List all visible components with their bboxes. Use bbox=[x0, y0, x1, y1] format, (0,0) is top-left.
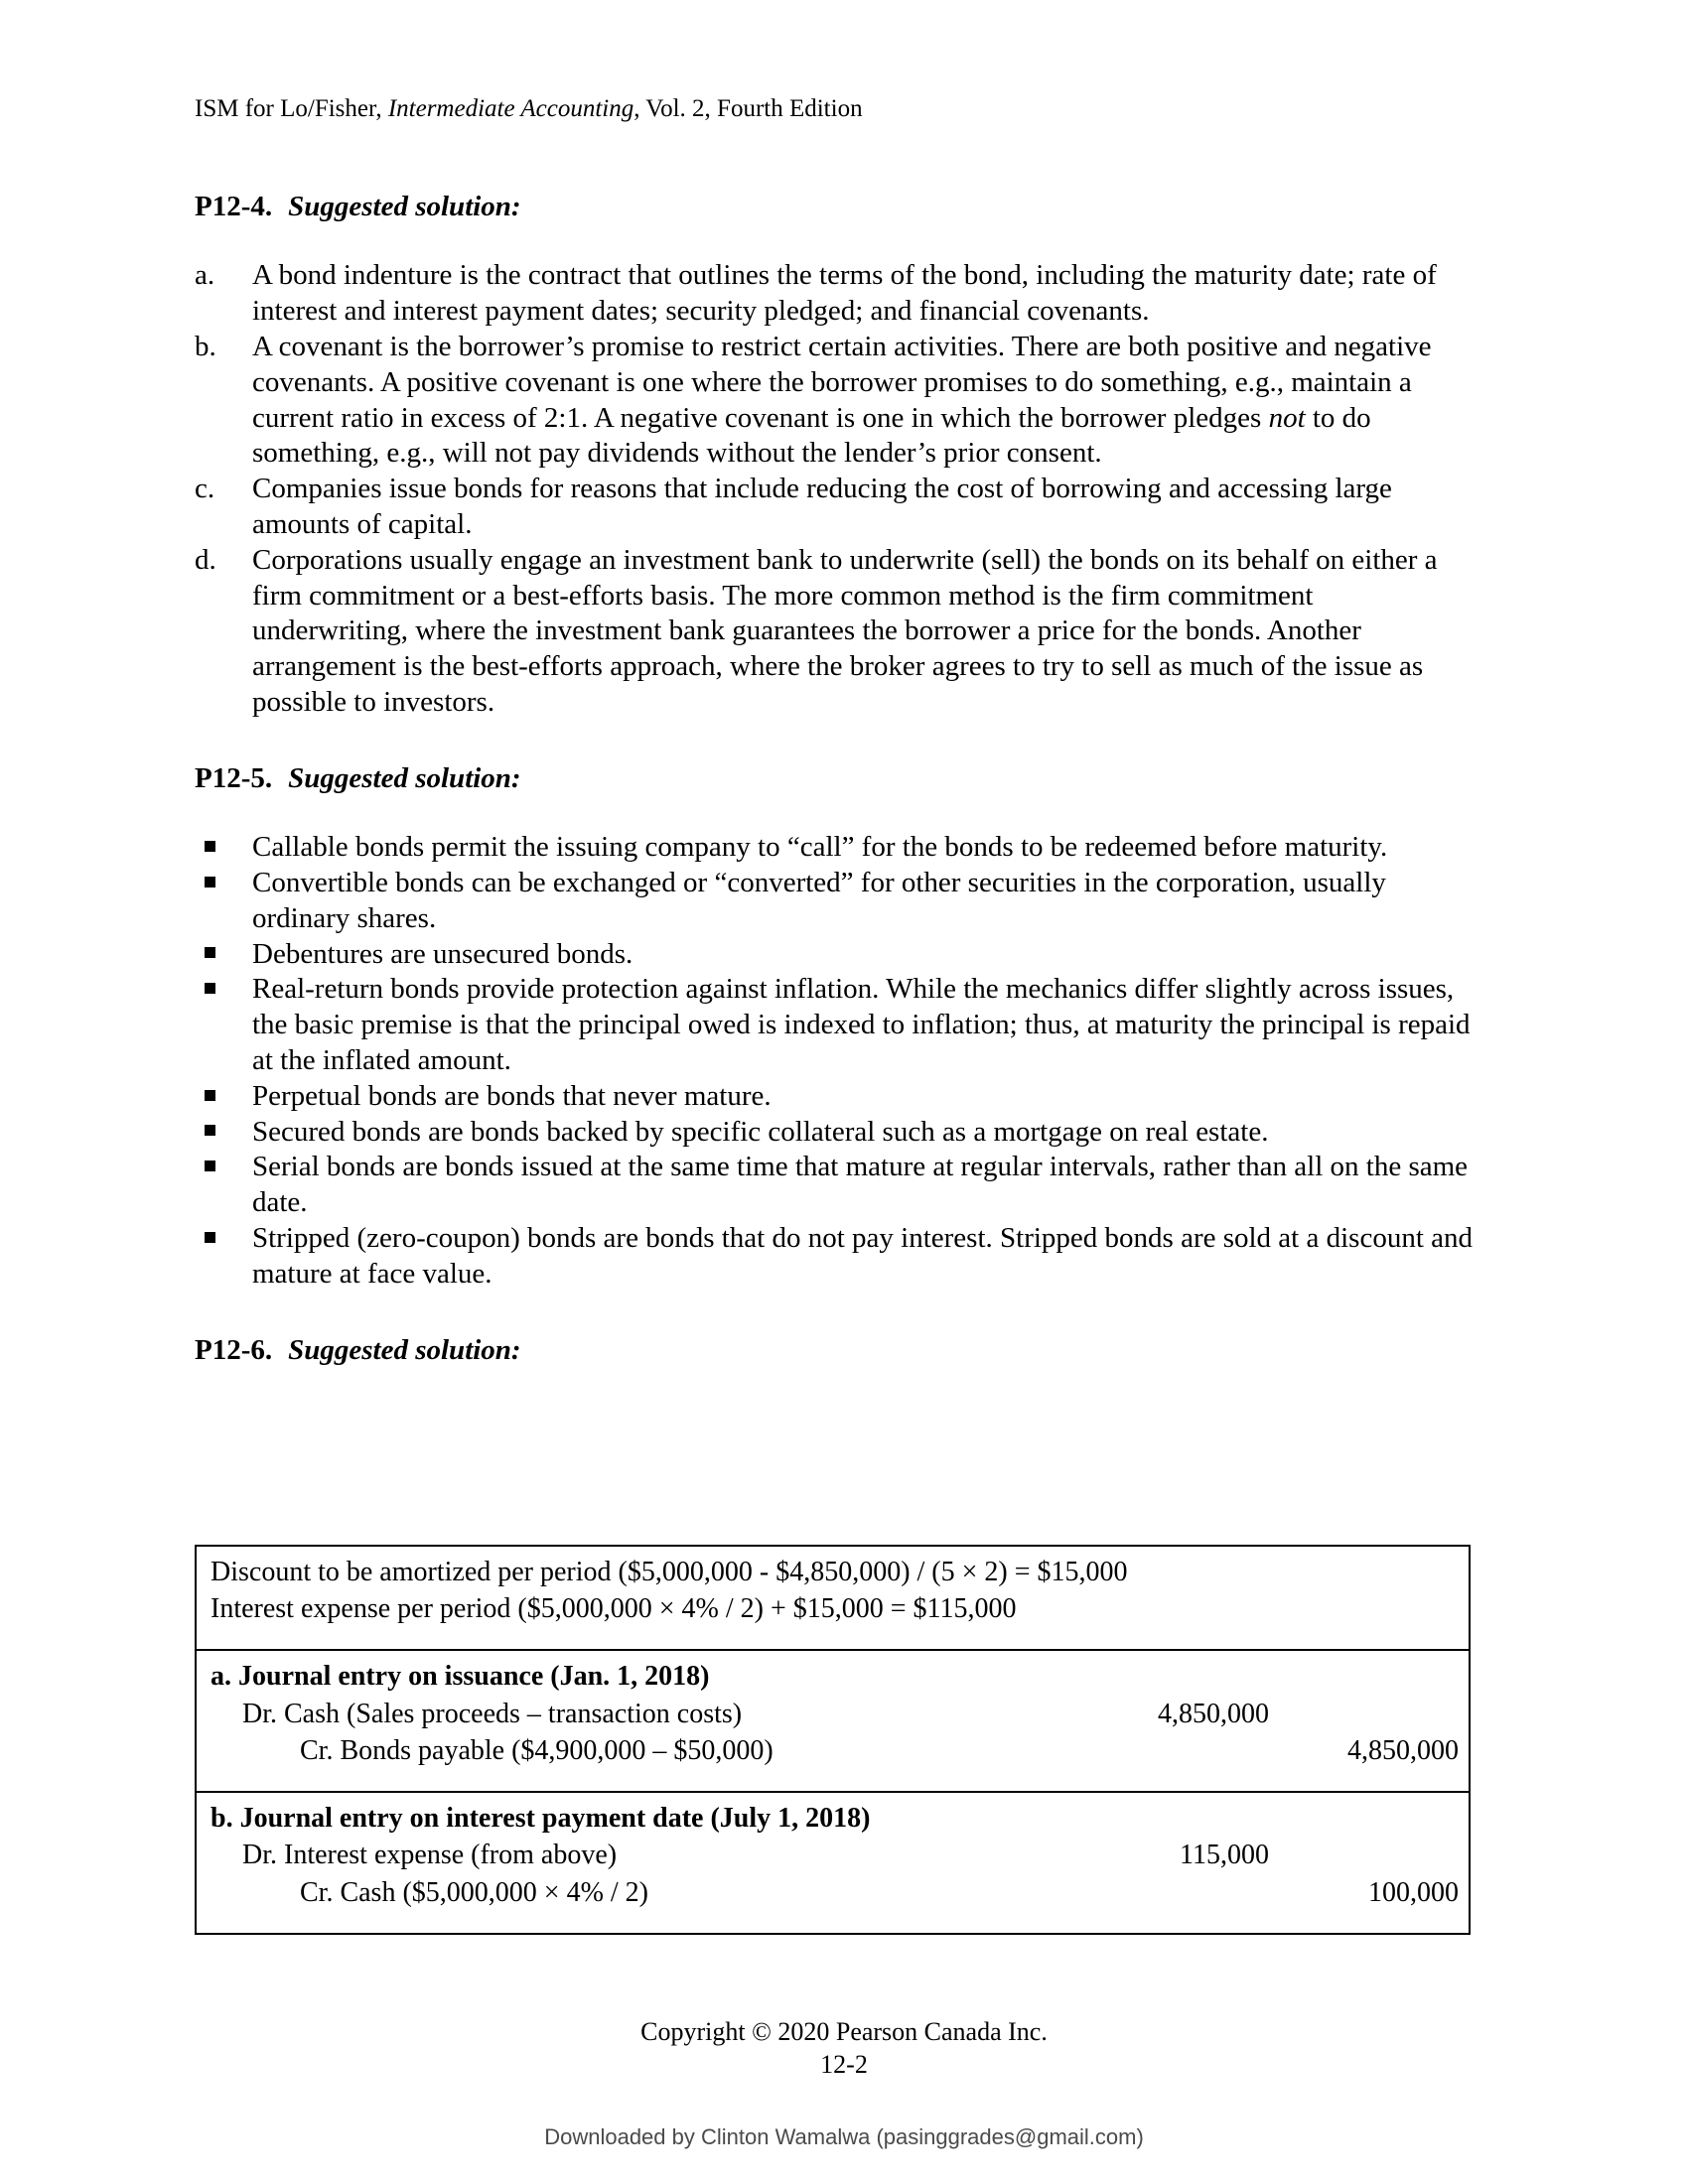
row-credit bbox=[1376, 1554, 1469, 1590]
running-head-book-title: Intermediate Accounting bbox=[387, 95, 634, 122]
problem-number: P12-4. bbox=[195, 191, 273, 222]
row-debit bbox=[1021, 1658, 1269, 1695]
row-debit bbox=[1021, 1590, 1269, 1627]
problem-heading-p12-6 bbox=[195, 1332, 1476, 1368]
journal-entry-table bbox=[195, 1545, 1471, 1935]
problem-title: Suggested solution: bbox=[288, 1333, 521, 1366]
row-credit bbox=[1269, 1590, 1469, 1627]
row-credit: 100,000 bbox=[1368, 1876, 1459, 1908]
square-bullet-icon bbox=[205, 866, 215, 901]
list-item bbox=[195, 937, 1476, 973]
list-item bbox=[195, 258, 1476, 330]
row-credit: 4,850,000 bbox=[1347, 1734, 1459, 1766]
table-section-entry-b bbox=[197, 1791, 1469, 1933]
row-debit: 4,850,000 bbox=[1158, 1698, 1269, 1729]
running-head-suffix: , Vol. 2, Fourth Edition bbox=[633, 95, 863, 122]
table-section-entry-a bbox=[197, 1649, 1469, 1791]
problem-number: P12-5. bbox=[195, 761, 273, 794]
square-bullet-icon bbox=[205, 1150, 215, 1185]
problem-title: Suggested solution: bbox=[288, 761, 521, 794]
square-bullet-icon bbox=[205, 972, 215, 1008]
row-description: Discount to be amortized per period ($5,000,000 - $4,850,000) / (5 × 2) = $15,000 bbox=[211, 1557, 1128, 1587]
page-number: 12-2 bbox=[820, 2050, 868, 2080]
list-item-text: Perpetual bonds are bonds that never mature. bbox=[252, 1079, 772, 1112]
square-bullet-icon bbox=[205, 830, 215, 866]
table-row bbox=[197, 1554, 1469, 1590]
list-marker: b. bbox=[195, 330, 216, 362]
square-bullet-icon bbox=[205, 1221, 215, 1257]
row-description: a. Journal entry on issuance (Jan. 1, 2018) bbox=[211, 1661, 710, 1693]
footer-copyright-block bbox=[0, 2015, 1688, 2082]
p12-5-bond-types-list bbox=[195, 830, 1476, 1293]
row-description: Cr. Bonds payable ($4,900,000 – $50,000) bbox=[300, 1734, 774, 1766]
list-marker: a. bbox=[195, 259, 215, 292]
table-row bbox=[197, 1658, 1469, 1695]
row-description: Dr. Cash (Sales proceeds – transaction costs) bbox=[242, 1698, 743, 1729]
table-row bbox=[197, 1874, 1469, 1911]
table-row bbox=[197, 1800, 1469, 1837]
row-debit bbox=[1128, 1554, 1376, 1590]
square-bullet-icon bbox=[205, 1079, 215, 1115]
document-body bbox=[195, 189, 1476, 1368]
square-bullet-icon bbox=[205, 1115, 215, 1151]
list-item-text: Stripped (zero-coupon) bonds are bonds that do not pay interest. Stripped bonds are sold at a discount and mature at face value. bbox=[252, 1222, 1474, 1290]
list-item-text-part: A covenant is the borrower’s promise to restrict certain activities. There are both positive and negative covenants. A positive covenant is one where the borrower promises to do something, e.g., maintain a current ratio in excess of 2:1. A negative covenant is one in which the borrower pledges bbox=[252, 330, 1432, 434]
problem-heading-p12-5 bbox=[195, 760, 1476, 796]
list-item bbox=[195, 543, 1476, 721]
row-description: Cr. Cash ($5,000,000 × 4% / 2) bbox=[300, 1876, 648, 1908]
list-item-text: Debentures are unsecured bonds. bbox=[252, 937, 633, 970]
list-item-text bbox=[252, 330, 1476, 472]
problem-heading-p12-4 bbox=[195, 189, 1476, 224]
list-marker: c. bbox=[195, 473, 215, 505]
list-item bbox=[195, 866, 1476, 937]
table-section-computations bbox=[197, 1547, 1469, 1649]
list-item-text-part: to do something, e.g., will not pay dividends without the lender’s prior consent. bbox=[252, 401, 1371, 470]
list-marker: d. bbox=[195, 543, 216, 576]
list-item bbox=[195, 472, 1476, 543]
list-item-text: Callable bonds permit the issuing company to “call” for the bonds to be redeemed before maturity. bbox=[252, 831, 1388, 864]
list-item bbox=[195, 330, 1476, 472]
row-debit bbox=[1021, 1800, 1269, 1837]
list-item bbox=[195, 972, 1476, 1078]
row-description: Dr. Interest expense (from above) bbox=[242, 1840, 618, 1871]
list-item-text: A bond indenture is the contract that outlines the terms of the bond, including the maturity date; rate of interest and interest payment dates; security pledged; and financial covenants. bbox=[252, 259, 1437, 328]
table-row bbox=[197, 1590, 1469, 1627]
downloaded-by-watermark: Downloaded by Clinton Wamalwa (pasinggrades@gmail.com) bbox=[544, 2124, 1144, 2149]
table-row bbox=[197, 1696, 1469, 1732]
row-credit bbox=[1269, 1800, 1469, 1837]
list-item-text: Corporations usually engage an investment bank to underwrite (sell) the bonds on its behalf on either a firm commitment or a best-efforts basis. The more common method is the firm commitment underwriting, where the investment bank guarantees the borrower a price for the bonds. Another arrangement is the best-efforts approach, where the broker agrees to try to sell as much of the issue as possible to investors. bbox=[252, 543, 1438, 718]
list-item-text: Convertible bonds can be exchanged or “converted” for other securities in the corporation, usually ordinary shares. bbox=[252, 866, 1386, 934]
row-credit bbox=[1269, 1658, 1469, 1695]
row-debit bbox=[1021, 1732, 1269, 1769]
table-row bbox=[197, 1837, 1469, 1873]
row-description: b. Journal entry on interest payment date (July 1, 2018) bbox=[211, 1803, 871, 1835]
list-item-text: Real-return bonds provide protection against inflation. While the mechanics differ slightly across issues, the basic premise is that the principal owed is indexed to inflation; thus, at maturity the principal is repaid at the inflated amount. bbox=[252, 973, 1471, 1076]
row-debit: 115,000 bbox=[1180, 1840, 1269, 1871]
copyright-line: Copyright © 2020 Pearson Canada Inc. bbox=[640, 2017, 1048, 2046]
list-item bbox=[195, 1115, 1476, 1151]
row-credit bbox=[1269, 1837, 1469, 1873]
list-item-text: Serial bonds are bonds issued at the same time that mature at regular intervals, rather than all on the same date. bbox=[252, 1151, 1469, 1219]
row-description: Interest expense per period ($5,000,000 × 4% / 2) + $15,000 = $115,000 bbox=[211, 1593, 1017, 1625]
running-head bbox=[195, 94, 863, 124]
p12-4-answer-list bbox=[195, 258, 1476, 721]
row-debit bbox=[1021, 1874, 1269, 1911]
running-head-prefix: ISM for Lo/Fisher, bbox=[195, 95, 388, 122]
table-row bbox=[197, 1732, 1469, 1769]
problem-number: P12-6. bbox=[195, 1333, 273, 1366]
list-item-text-emphasis: not bbox=[1268, 401, 1306, 434]
problem-title: Suggested solution: bbox=[288, 191, 521, 222]
square-bullet-icon bbox=[205, 937, 215, 973]
list-item bbox=[195, 1150, 1476, 1221]
list-item bbox=[195, 830, 1476, 866]
list-item bbox=[195, 1221, 1476, 1293]
list-item-text: Secured bonds are bonds backed by specific collateral such as a mortgage on real estate. bbox=[252, 1115, 1269, 1148]
list-item-text: Companies issue bonds for reasons that include reducing the cost of borrowing and accessing large amounts of capital. bbox=[252, 473, 1392, 540]
list-item bbox=[195, 1079, 1476, 1115]
row-credit bbox=[1269, 1696, 1469, 1732]
